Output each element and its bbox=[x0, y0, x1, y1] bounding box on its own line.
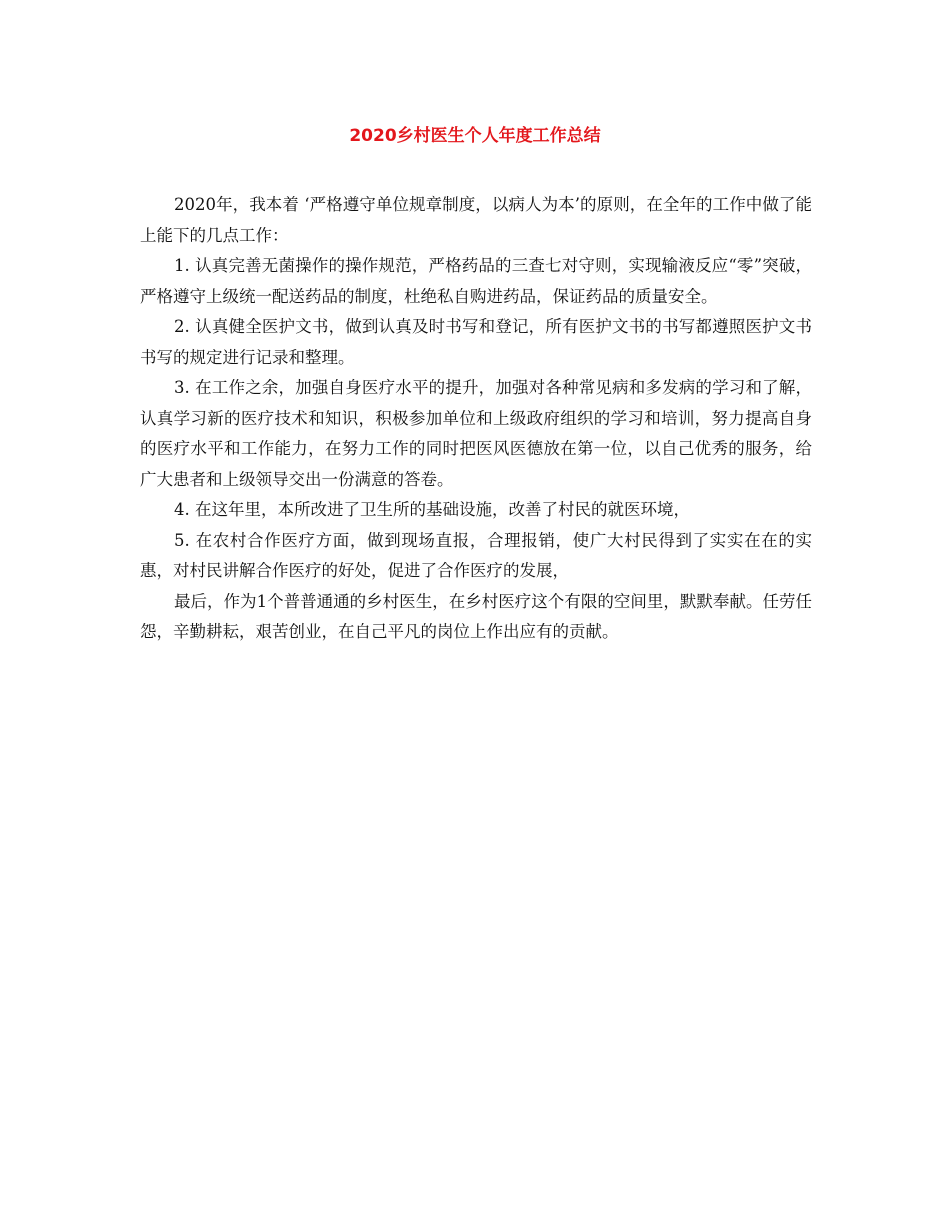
item-paragraph-5: 5. 在农村合作医疗方面，做到现场直报，合理报销，使广大村民得到了实实在在的实惠，对村民讲解合作医疗的好处，促进了合作医疗的发展， bbox=[140, 530, 812, 580]
item-paragraph-1: 1. 认真完善无菌操作的操作规范，严格药品的三查七对守则，实现输液反应“零”突破，严格遵守上级统一配送药品的制度，杜绝私自购进药品，保证药品的质量安全。 bbox=[140, 256, 812, 306]
item-paragraph-2: 2. 认真健全医护文书，做到认真及时书写和登记，所有医护文书的书写都遵照医护文书书写的规定进行记录和整理。 bbox=[140, 317, 812, 367]
item-paragraph-3: 3. 在工作之余，加强自身医疗水平的提升，加强对各种常见病和多发病的学习和了解，认真学习新的医疗技术和知识，积极参加单位和上级政府组织的学习和培训，努力提高自身的医疗水平和工作能力，在努力工作的同时把医风医德放在第一位，以自己优秀的服务，给广大患者和上级领导交出一份满意的答卷。 bbox=[140, 378, 812, 489]
intro-paragraph: 2020年，我本着 ‘严格遵守单位规章制度，以病人为本’的原则，在全年的工作中做了能上能下的几点工作： bbox=[140, 195, 812, 245]
document-body bbox=[140, 190, 812, 648]
document-title: 2020乡村医生个人年度工作总结 bbox=[349, 126, 601, 146]
closing-paragraph: 最后，作为1个普普通通的乡村医生，在乡村医疗这个有限的空间里，默默奉献。任劳任怨，辛勤耕耘，艰苦创业，在自己平凡的岗位上作出应有的贡献。 bbox=[140, 591, 812, 641]
item-paragraph-4: 4. 在这年里，本所改进了卫生所的基础设施，改善了村民的就医环境， bbox=[174, 500, 690, 519]
